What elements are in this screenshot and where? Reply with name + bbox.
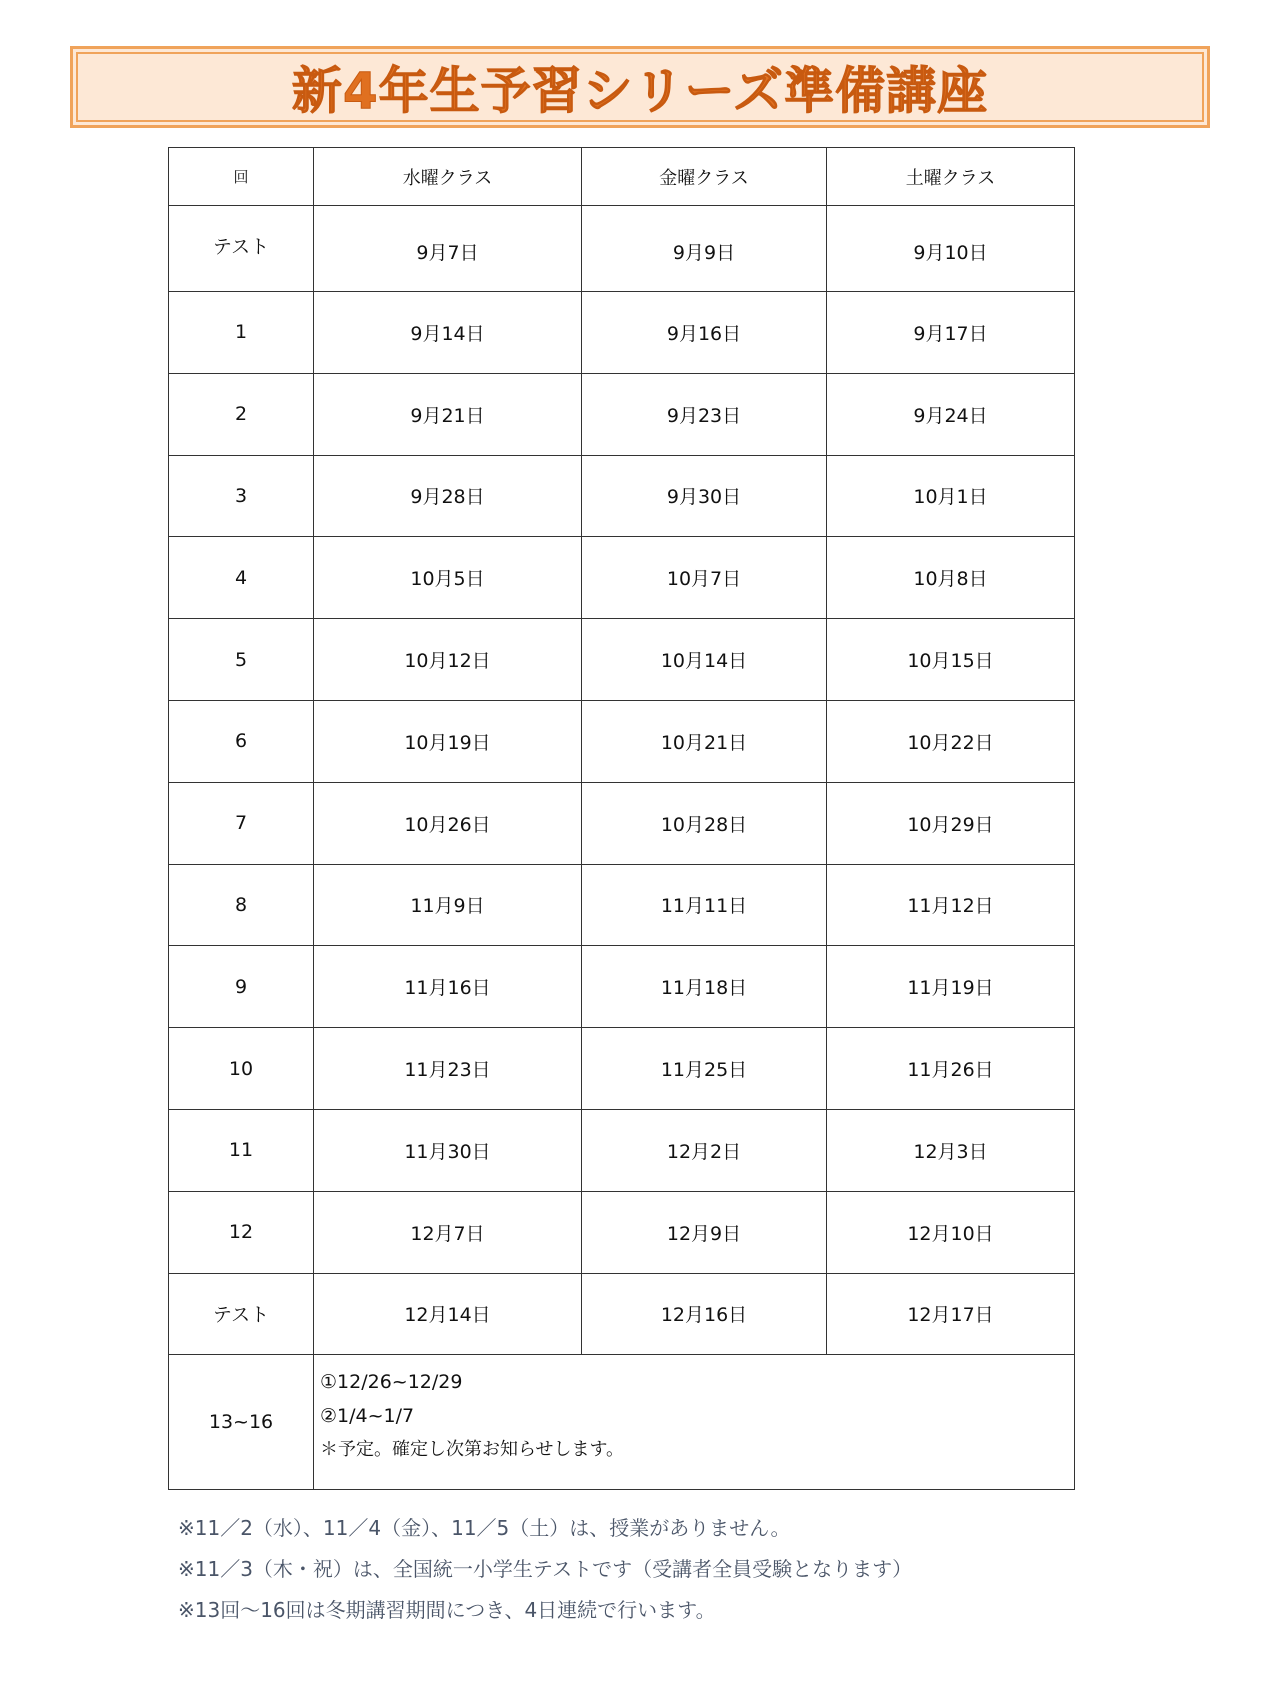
header-wednesday-class: 水曜クラス: [314, 148, 582, 206]
wednesday-date-cell: 11月23日: [314, 1028, 582, 1110]
table-row: [169, 373, 1075, 455]
title-banner: [70, 46, 1210, 128]
friday-date-cell: 10月21日: [582, 700, 827, 782]
wednesday-date-cell: 10月19日: [314, 700, 582, 782]
saturday-date-cell: 12月10日: [827, 1191, 1075, 1273]
footnotes: [178, 1508, 1228, 1631]
table-row: [169, 1273, 1075, 1355]
table-header-row: [169, 148, 1075, 206]
session-cell: テスト: [169, 1273, 314, 1355]
friday-date-cell: 12月9日: [582, 1191, 827, 1273]
saturday-date-cell: 10月15日: [827, 619, 1075, 701]
table-row: [169, 1028, 1075, 1110]
session-cell: 6: [169, 700, 314, 782]
session-cell: 13~16: [169, 1355, 314, 1490]
saturday-date-cell: 9月17日: [827, 292, 1075, 374]
friday-date-cell: 9月16日: [582, 292, 827, 374]
session-cell: 1: [169, 292, 314, 374]
session-cell: 3: [169, 455, 314, 537]
session-cell: 4: [169, 537, 314, 619]
wednesday-date-cell: 12月7日: [314, 1191, 582, 1273]
saturday-date-cell: 11月12日: [827, 864, 1075, 946]
winter-note-line: ＊予定。確定し次第お知らせします。: [320, 1439, 625, 1461]
page-title: 新4年生予習シリーズ準備講座: [291, 62, 989, 120]
winter-schedule-note: [314, 1355, 1075, 1490]
saturday-date-cell: 10月22日: [827, 700, 1075, 782]
friday-date-cell: 10月28日: [582, 782, 827, 864]
wednesday-date-cell: 12月14日: [314, 1273, 582, 1355]
friday-date-cell: 10月14日: [582, 619, 827, 701]
table-row: [169, 700, 1075, 782]
wednesday-date-cell: 9月21日: [314, 373, 582, 455]
session-cell: 9: [169, 946, 314, 1028]
saturday-date-cell: 12月3日: [827, 1109, 1075, 1191]
friday-date-cell: 11月25日: [582, 1028, 827, 1110]
wednesday-date-cell: 10月26日: [314, 782, 582, 864]
table-row: [169, 864, 1075, 946]
table-row: [169, 782, 1075, 864]
wednesday-date-cell: 11月9日: [314, 864, 582, 946]
wednesday-date-cell: 10月12日: [314, 619, 582, 701]
session-cell: 2: [169, 373, 314, 455]
friday-date-cell: 12月16日: [582, 1273, 827, 1355]
winter-note-line: ②1/4~1/7: [320, 1405, 415, 1428]
saturday-date-cell: 10月29日: [827, 782, 1075, 864]
table-row: [169, 1109, 1075, 1191]
table-row: [169, 537, 1075, 619]
friday-date-cell: 11月18日: [582, 946, 827, 1028]
friday-date-cell: 12月2日: [582, 1109, 827, 1191]
session-cell: 7: [169, 782, 314, 864]
header-session: 回: [169, 148, 314, 206]
header-saturday-class: 土曜クラス: [827, 148, 1075, 206]
wednesday-date-cell: 11月16日: [314, 946, 582, 1028]
table-row: [169, 206, 1075, 292]
saturday-date-cell: 9月10日: [827, 206, 1075, 292]
schedule-table: [168, 147, 1075, 1490]
saturday-date-cell: 9月24日: [827, 373, 1075, 455]
winter-note-line: ①12/26~12/29: [320, 1371, 463, 1394]
winter-session-row: [169, 1355, 1075, 1490]
table-row: [169, 619, 1075, 701]
friday-date-cell: 9月23日: [582, 373, 827, 455]
session-cell: 12: [169, 1191, 314, 1273]
table-row: [169, 1191, 1075, 1273]
friday-date-cell: 10月7日: [582, 537, 827, 619]
wednesday-date-cell: 9月7日: [314, 206, 582, 292]
friday-date-cell: 9月9日: [582, 206, 827, 292]
table-row: [169, 455, 1075, 537]
footnote: ※13回～16回は冬期講習期間につき、4日連続で行います。: [178, 1598, 716, 1622]
wednesday-date-cell: 9月14日: [314, 292, 582, 374]
saturday-date-cell: 12月17日: [827, 1273, 1075, 1355]
table-row: [169, 292, 1075, 374]
saturday-date-cell: 10月8日: [827, 537, 1075, 619]
session-cell: 11: [169, 1109, 314, 1191]
saturday-date-cell: 11月19日: [827, 946, 1075, 1028]
wednesday-date-cell: 9月28日: [314, 455, 582, 537]
table-row: [169, 946, 1075, 1028]
friday-date-cell: 9月30日: [582, 455, 827, 537]
saturday-date-cell: 10月1日: [827, 455, 1075, 537]
friday-date-cell: 11月11日: [582, 864, 827, 946]
wednesday-date-cell: 11月30日: [314, 1109, 582, 1191]
saturday-date-cell: 11月26日: [827, 1028, 1075, 1110]
session-cell: 8: [169, 864, 314, 946]
footnote: ※11／3（木・祝）は、全国統一小学生テストです（受講者全員受験となります）: [178, 1557, 913, 1581]
session-cell: テスト: [169, 206, 314, 292]
session-cell: 5: [169, 619, 314, 701]
header-friday-class: 金曜クラス: [582, 148, 827, 206]
wednesday-date-cell: 10月5日: [314, 537, 582, 619]
session-cell: 10: [169, 1028, 314, 1110]
footnote: ※11／2（水）、11／4（金）、11／5（土）は、授業がありません。: [178, 1516, 791, 1540]
